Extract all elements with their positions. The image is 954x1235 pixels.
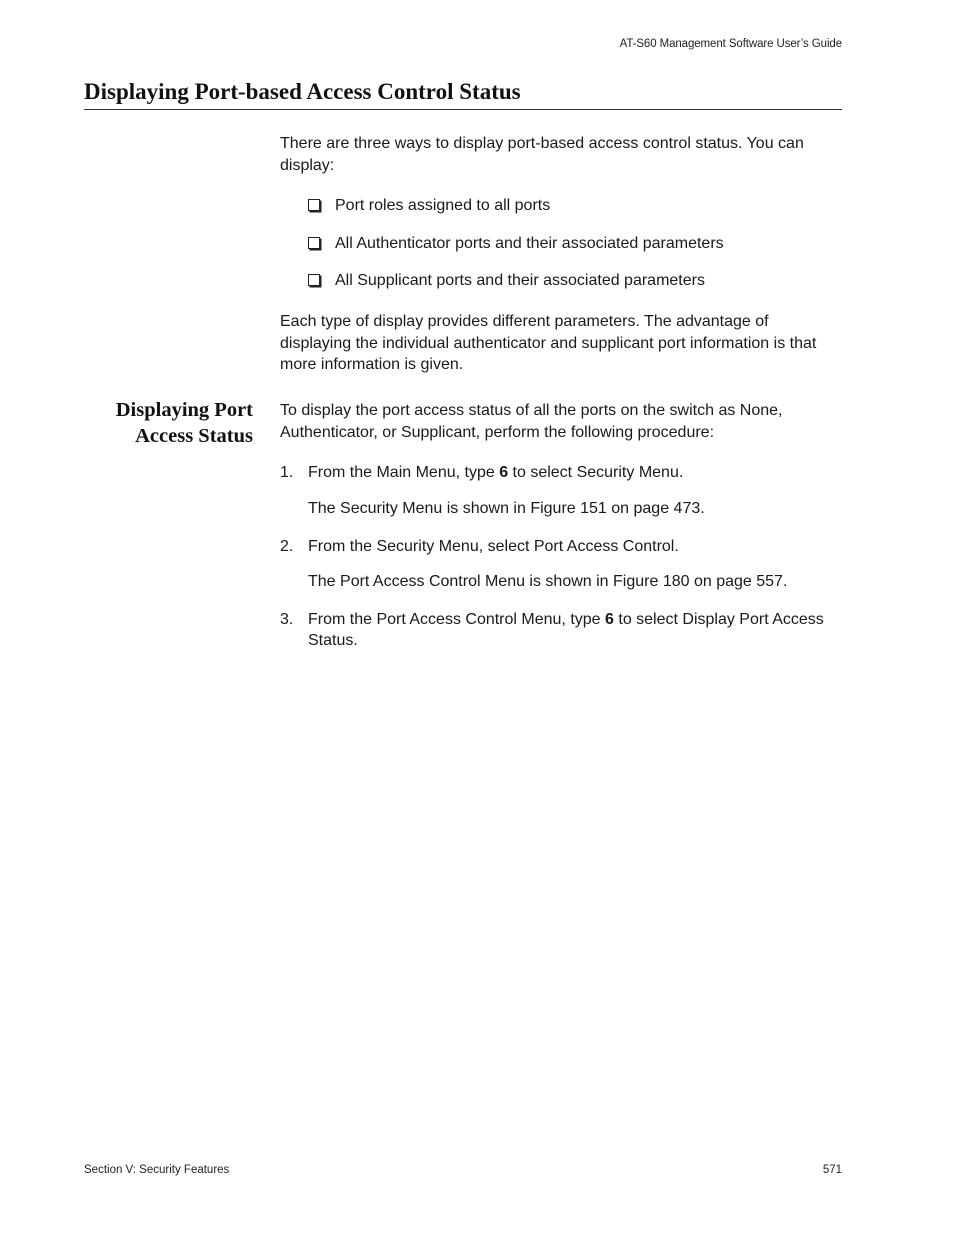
step-item <box>280 609 842 651</box>
checkbox-bullet-icon <box>308 274 320 286</box>
section-closing <box>280 311 842 376</box>
step-number: 3. <box>280 611 294 628</box>
step-text: From the Security Menu, select Port Access Control. <box>308 538 679 555</box>
step-number: 2. <box>280 538 294 555</box>
menu-key: 6 <box>499 464 509 481</box>
bullet-text: All Supplicant ports and their associated parameters <box>335 272 705 289</box>
checkbox-bullet-icon <box>308 237 320 249</box>
list-item <box>308 233 724 255</box>
step-note: The Port Access Control Menu is shown in Figure 180 on page 557. <box>308 573 788 590</box>
step-note: The Security Menu is shown in Figure 151 on page 473. <box>308 500 705 517</box>
menu-key: 6 <box>605 611 614 628</box>
subsection-heading-line2: Access Status <box>135 424 253 447</box>
subsection-heading <box>84 398 253 449</box>
intro-paragraph: There are three ways to display port-based access control status. You can display: <box>280 135 804 174</box>
checkbox-bullet-icon <box>308 199 320 211</box>
footer-page-number: 571 <box>822 1164 842 1176</box>
footer-section-label: Section V: Security Features <box>84 1164 230 1176</box>
step-text: From the Port Access Control Menu, type 6 to select Display Port Access Status. <box>308 611 824 649</box>
bullet-text: Port roles assigned to all ports <box>335 197 551 214</box>
step-text: From the Main Menu, type 6 to select Security Menu. <box>308 464 684 481</box>
closing-paragraph: Each type of display provides different parameters. The advantage of displaying the individual authenticator and supplicant port information is that more information is given. <box>280 313 817 373</box>
bullet-text: All Authenticator ports and their associated parameters <box>335 235 724 252</box>
running-header: AT-S60 Management Software User’s Guide <box>619 38 842 50</box>
step-item <box>280 536 842 557</box>
list-item <box>308 270 705 292</box>
subsection-intro-paragraph: To display the port access status of all the ports on the switch as None, Authenticator, or Supplicant, perform the following procedure: <box>280 402 783 441</box>
list-item <box>308 195 550 217</box>
section-intro <box>280 133 842 176</box>
subsection-heading-line1: Displaying Port <box>115 399 253 421</box>
section-title: Displaying Port-based Access Control Status <box>84 78 842 110</box>
step-item <box>280 462 842 483</box>
subsection-intro <box>280 400 842 443</box>
step-number: 1. <box>280 464 294 481</box>
